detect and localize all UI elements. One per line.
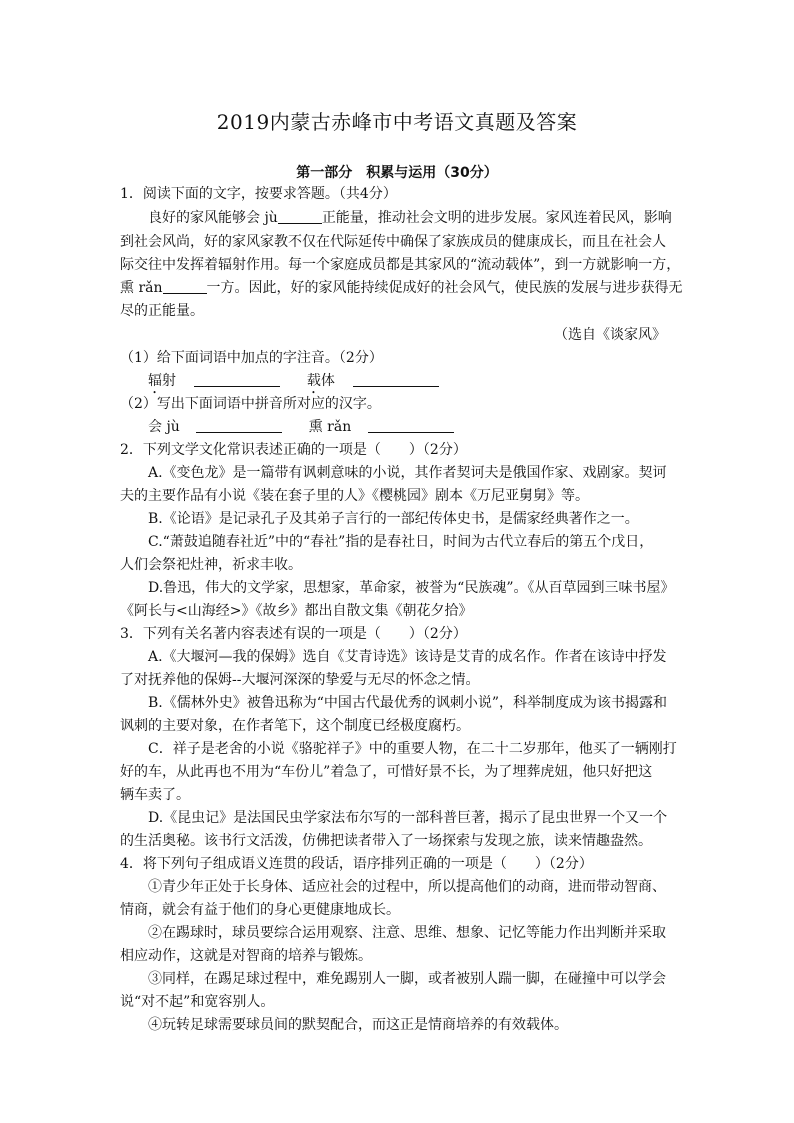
q1-sub2: （2）写出下面词语中拼音所对应的汉字。 xyxy=(120,396,381,412)
q3-stem: 3．下列有关名著内容表述有误的一项是（ ）（2分） xyxy=(120,626,467,642)
q1-source: （选自《谈家风》 xyxy=(554,327,666,343)
q4-stem: 4．将下列句子组成语义连贯的段话，语序排列正确的一项是（ ）（2分） xyxy=(120,856,593,872)
q1-passage-line: 良好的家风能够会 jù 正能量，推动社会文明的进步发展。家风连着民风，影响 xyxy=(148,210,672,226)
answer-blank[interactable] xyxy=(368,418,454,433)
answer-blank[interactable] xyxy=(163,279,207,294)
q2-option-c-cont: 人们会祭祀灶神，祈求丰收。 xyxy=(120,557,302,573)
answer-blank[interactable] xyxy=(278,209,322,224)
q1-passage-line: 际交往中发挥着辐射作用。每一个家庭成员都是其家风的“流动载体”，到一方就影响一方， xyxy=(120,257,681,273)
q1-passage-line: 熏 rǎn 一方。因此，好的家风能持续促成好的社会风气，使民族的发展与进步获得无 xyxy=(120,280,683,296)
q3-option-c-cont: 辆车卖了。 xyxy=(120,787,190,803)
q1-sub1: （1）给下面词语中加点的字注音。（2分） xyxy=(120,350,383,366)
q3-option-b: B.《儒林外史》被鲁迅称为“中国古代最优秀的讽刺小说”，科举制度成为该书揭露和 xyxy=(148,695,668,711)
q1-passage-line: 到社会风尚，好的家风家教不仅在代际延传中确保了家族成员的健康成长，而且在社会人 xyxy=(120,234,666,250)
q2-option-b: B.《论语》是记录孔子及其弟子言行的一部纪传体史书，是儒家经典著作之一。 xyxy=(148,511,639,527)
q2-option-a: A.《变色龙》是一篇带有讽刺意味的小说，其作者契诃夫是俄国作家、戏剧家。契诃 xyxy=(148,465,667,481)
q3-option-a-cont: 了对抚养他的保姆--大堰河深深的挚爱与无尽的怀念之情。 xyxy=(120,672,480,688)
q3-option-a: A.《大堰河—我的保姆》选自《艾青诗选》该诗是艾青的成名作。作者在该诗中抒发 xyxy=(148,649,667,665)
q3-option-b-cont: 讽刺的主要对象，在作者笔下，这个制度已经极度腐朽。 xyxy=(120,718,470,734)
q1-stem: 1．阅读下面的文字，按要求答题。（共4分） xyxy=(120,186,397,202)
section-heading: 第一部分 积累与运用（30分） xyxy=(296,165,498,181)
q2-option-d-cont: 《阿长与<山海经>》《故乡》都出自散文集《朝花夕拾》 xyxy=(120,603,473,619)
q4-sentence-1-cont: 情商，就会有益于他们的身心更健康地成长。 xyxy=(120,902,400,918)
q3-option-d-cont: 的生活奥秘。该书行文活泼，仿佛把读者带入了一场探索与发现之旅，读来情趣盎然。 xyxy=(120,833,652,849)
q4-sentence-2-cont: 相应动作，这就是对智商的培养与锻炼。 xyxy=(120,948,372,964)
answer-blank[interactable] xyxy=(196,418,282,433)
q3-option-c-cont: 好的车，从此再也不用为“车份儿”着急了，可惜好景不长，为了埋葬虎妞，他只好把这 xyxy=(120,764,653,780)
q2-option-a-cont: 夫的主要作品有小说《装在套子里的人》《樱桃园》剧本《万尼亚舅舅》等。 xyxy=(120,488,589,504)
q2-option-d: D.鲁迅，伟大的文学家，思想家，革命家，被誉为“民族魂”。《从百草园到三味书屋》 xyxy=(148,580,675,596)
q4-sentence-4: ④玩转足球需要球员间的默契配合，而这正是情商培养的有效载体。 xyxy=(148,1017,568,1033)
q4-sentence-3-cont: 说“对不起”和宽容别人。 xyxy=(120,994,275,1010)
q4-sentence-2: ②在踢球时，球员要综合运用观察、注意、思维、想象、记忆等能力作出判断并采取 xyxy=(148,925,666,941)
q3-option-c: C．祥子是老舍的小说《骆驼祥子》中的重要人物，在二十二岁那年，他买了一辆刚打 xyxy=(148,741,677,757)
q2-stem: 2．下列文学文化常识表述正确的一项是（ ）（2分） xyxy=(120,442,467,458)
page-title: 2019内蒙古赤峰市中考语文真题及答案 xyxy=(216,110,578,134)
q1-sub1-words: 辐射 载体 xyxy=(148,372,439,397)
answer-blank[interactable] xyxy=(194,372,280,387)
answer-blank[interactable] xyxy=(353,372,439,387)
q2-option-c: C.“萧鼓追随春社近”中的“春社”指的是春社日，时间为古代立春后的第五个戊日， xyxy=(148,534,654,550)
q3-option-d: D.《昆虫记》是法国民虫学家法布尔写的一部科普巨著，揭示了昆虫世界一个又一个 xyxy=(148,810,668,826)
q4-sentence-3: ③同样，在踢足球过程中，难免踢别人一脚，或者被别人踹一脚，在碰撞中可以学会 xyxy=(148,971,666,987)
q1-sub2-words: 会 jù 熏 rǎn xyxy=(148,418,454,436)
q1-passage-line: 尽的正能量。 xyxy=(120,303,204,319)
q4-sentence-1: ①青少年正处于长身体、适应社会的过程中，所以提高他们的动商，进而带动智商、 xyxy=(148,879,666,895)
